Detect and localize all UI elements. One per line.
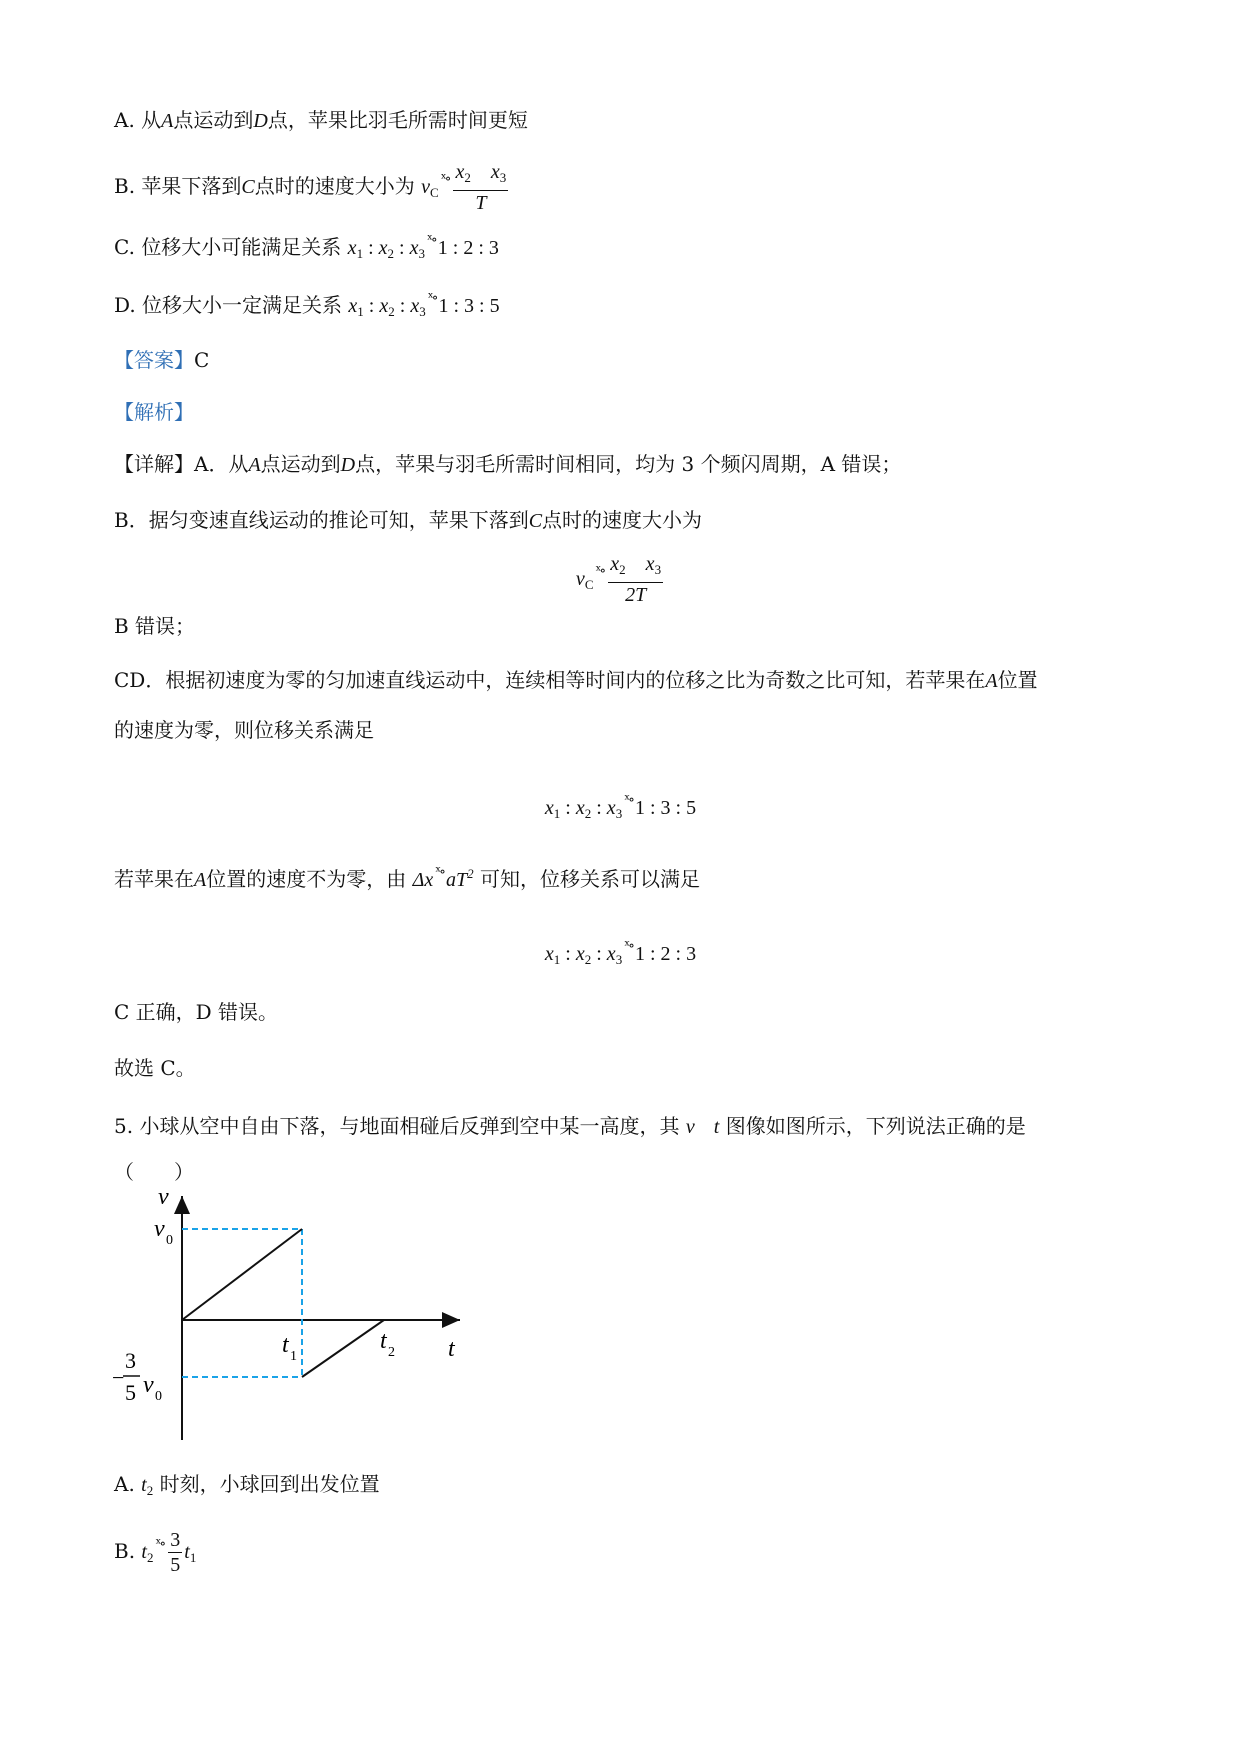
option-text: 点运动到: [173, 108, 254, 132]
answer-tag: 【答案】: [114, 348, 194, 372]
conclusion: C 正确，D 错误。: [114, 1000, 279, 1024]
v-axis-label: v: [158, 1184, 169, 1210]
answer-line: [114, 346, 209, 374]
t-axis-label: t: [448, 1336, 455, 1362]
neg-minus: −: [112, 1365, 125, 1390]
t1-sub: 1: [290, 1349, 297, 1364]
answer-value: C: [194, 348, 210, 372]
q5-option-b: B. $t_2^{ˣ\circ}$ $\frac{3}{5}$ $t_1$: [114, 1529, 197, 1576]
var-c: C: [241, 176, 255, 198]
formula-123: $x_1$ : $x_2$ : $x_3^{ˣ\circ}$ 1 : 2 : 3: [544, 938, 697, 967]
formula-lhs: $v_C$: [421, 176, 439, 200]
neg-den: 5: [125, 1380, 136, 1405]
option-label: B.: [114, 1539, 136, 1563]
option-c: [114, 226, 499, 268]
ratio-value: 1 : 3 : 5: [438, 295, 500, 317]
fall-segment: [182, 1229, 302, 1320]
option-text: 苹果下落到: [141, 174, 242, 198]
choose-c: 故选 C。: [114, 1056, 196, 1080]
ratio-expr: $x_1$ : $x_2$ : $x_3$: [348, 295, 426, 319]
detail-b: B．据匀变速直线运动的推论可知，苹果下落到C点时的速度大小为: [114, 508, 703, 532]
question-number: 5.: [114, 1114, 134, 1138]
garbled-glyph: ˣ∘: [440, 171, 450, 187]
vt-graph: [110, 1180, 470, 1450]
q5-option-a: A. $t_2$ 时刻，小球回到出发位置: [114, 1472, 380, 1498]
garbled-glyph: ˣ∘: [426, 232, 436, 248]
var-d: D: [253, 110, 268, 132]
option-a: [114, 106, 528, 135]
neg-v0-label: v: [143, 1372, 154, 1398]
option-text: 从: [141, 108, 162, 132]
var-a: A: [161, 110, 174, 132]
garbled-glyph: ˣ∘: [427, 290, 437, 306]
formula-135: $x_1$ : $x_2$ : $x_3^{ˣ\circ}$ 1 : 3 : 5: [544, 792, 697, 821]
ratio-value: 1 : 2 : 3: [437, 237, 499, 259]
option-label: B.: [114, 174, 136, 198]
v0-label: v: [154, 1216, 165, 1242]
option-text: 位移大小可能满足关系: [141, 235, 342, 259]
option-text: 点，苹果比羽毛所需时间更短: [267, 108, 528, 132]
q5-stem: 5. 小球从空中自由下落，与地面相碰后反弹到空中某一高度，其 v t 图像如图所示，下列说法正确的是: [114, 1114, 1026, 1138]
ratio-expr: $x_1$ : $x_2$ : $x_3$: [347, 237, 425, 261]
neg-v0-sub: 0: [155, 1389, 162, 1404]
option-text: 位移大小一定满足关系: [142, 293, 343, 317]
option-d: [114, 284, 500, 326]
analysis-tag: 【解析】: [114, 400, 194, 424]
formula-vc: $v_C^{ˣ\circ}$ $\frac{x_2 x_3}{2T}$: [575, 553, 662, 606]
v0-sub: 0: [166, 1233, 173, 1248]
rise-segment: [302, 1320, 384, 1377]
q5-paren: （ ）: [114, 1160, 194, 1184]
detail-cd-2: 的速度为零，则位移关系满足: [114, 718, 374, 742]
detail-tag: 【详解】: [114, 452, 194, 476]
t1-label: t: [282, 1332, 289, 1358]
detail-a: 【详解】A．从A点运动到D点，苹果与羽毛所需时间相同，均为 3 个频闪周期，A 错误；: [114, 452, 902, 476]
detail-cd-1: CD．根据初速度为零的匀加速直线运动中，连续相等时间内的位移之比为奇数之比可知，若苹果在A位置: [114, 668, 1038, 692]
b-wrong: B 错误；: [114, 614, 196, 638]
option-label: A.: [114, 1472, 135, 1496]
option-text: 点时的速度大小为: [254, 174, 415, 198]
velocity-fraction: $\frac{x_2 x_3}{T}$: [455, 161, 507, 214]
t2-label: t: [380, 1328, 387, 1354]
t2-sub: 2: [388, 1345, 395, 1360]
option-label: D.: [114, 293, 136, 317]
option-label: A.: [114, 108, 135, 132]
option-b: [114, 160, 510, 215]
option-label: C.: [114, 235, 135, 259]
detail-cd-3: 若苹果在A位置的速度不为零，由 Δx $^{ˣ\circ}$ $aT^2$ 可知，位移关系可以满足: [114, 864, 700, 891]
neg-num: 3: [125, 1348, 136, 1373]
